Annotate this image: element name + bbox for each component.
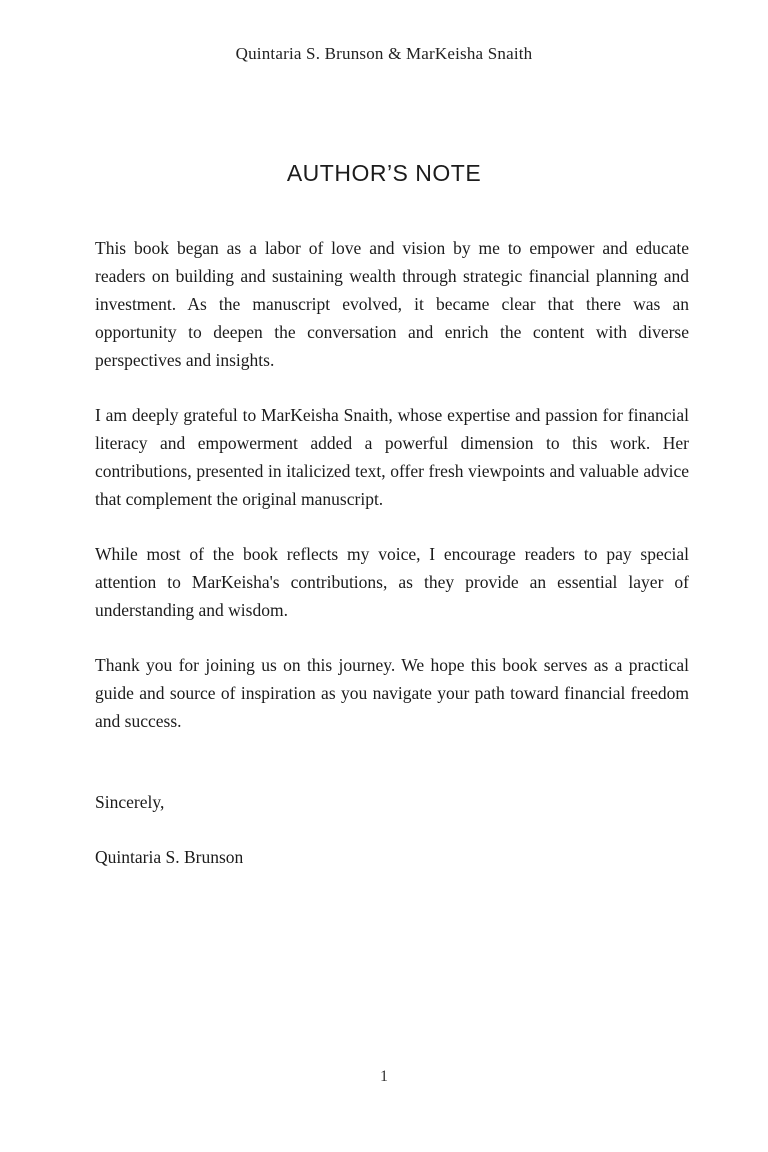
body-text	[95, 234, 689, 762]
paragraph-1: This book began as a labor of love and vision by me to empower and educate readers on building and sustaining wealth through strategic financial planning and investment. As the manuscript evolved, it became clear that there was an opportunity to deepen the conversation and enrich the content with diverse perspectives and insights.	[95, 238, 689, 370]
running-head: Quintaria S. Brunson & MarKeisha Snaith	[235, 44, 533, 63]
page-title: AUTHOR’S NOTE	[286, 160, 482, 186]
closing-block	[95, 788, 689, 871]
page-number: 1	[380, 1068, 388, 1085]
paragraph-2: I am deeply grateful to MarKeisha Snaith, whose expertise and passion for financial literacy and empowerment added a powerful dimension to this work. Her contributions, presented in italicized text, offer fresh viewpoints and valuable advice that complement the original manuscript.	[95, 405, 689, 509]
paragraph-4: Thank you for joining us on this journey. We hope this book serves as a practical guide and source of inspiration as you navigate your path toward financial freedom and success.	[95, 655, 689, 731]
author-signature: Quintaria S. Brunson	[95, 847, 244, 867]
paragraph-3: While most of the book reflects my voice, I encourage readers to pay special attention to MarKeisha's contributions, as they provide an essential layer of understanding and wisdom.	[95, 544, 689, 620]
closing-salutation: Sincerely,	[95, 792, 165, 812]
